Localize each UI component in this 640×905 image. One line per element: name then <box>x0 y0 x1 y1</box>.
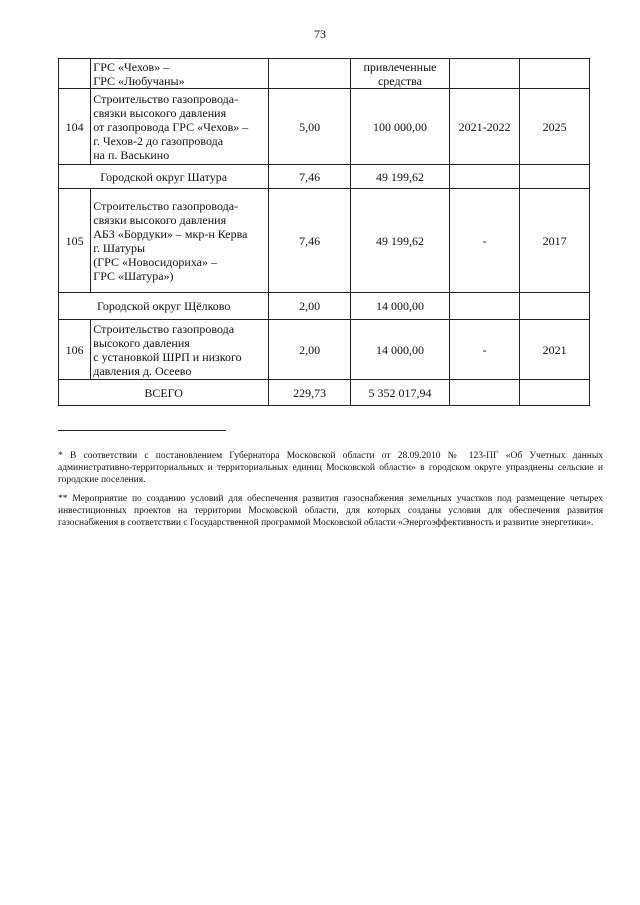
total-length: 229,73 <box>269 380 351 406</box>
period-cell <box>450 59 520 89</box>
object-name: Строительство газопровода- связки высокого давления АБЗ «Бордуки» – мкр-н Керва г. Шатуры (ГРС «Новосидориха» – ГРС «Шатура») <box>91 189 269 293</box>
page-number: 73 <box>314 27 326 41</box>
period-cell <box>450 380 520 406</box>
row-number <box>59 59 91 89</box>
year-cell: 2025 <box>520 89 590 165</box>
object-name: Строительство газопровода- связки высокого давления от газопровода ГРС «Чехов» – г. Чехов-2 до газопровода на п. Васькино <box>91 89 269 165</box>
period-cell: - <box>450 320 520 380</box>
funding-cell: привлеченные средства <box>350 59 449 89</box>
cost-cell: 14 000,00 <box>350 293 449 320</box>
length-cell: 2,00 <box>269 293 351 320</box>
period-cell: 2021-2022 <box>450 89 520 165</box>
table-row <box>59 320 590 380</box>
table-row <box>59 189 590 293</box>
table-row <box>59 59 590 89</box>
cost-cell: 49 199,62 <box>350 189 449 293</box>
year-cell <box>520 59 590 89</box>
length-cell: 2,00 <box>269 320 351 380</box>
object-name: ГРС «Чехов» – ГРС «Любучаны» <box>91 59 269 89</box>
period-cell: - <box>450 189 520 293</box>
object-name: Строительство газопровода высокого давления с установкой ШРП и низкого давления д. Осеево <box>91 320 269 380</box>
total-row <box>59 380 590 406</box>
year-cell: 2021 <box>520 320 590 380</box>
row-number: 104 <box>59 89 91 165</box>
total-label: ВСЕГО <box>59 380 269 406</box>
length-cell: 5,00 <box>269 89 351 165</box>
row-number: 105 <box>59 189 91 293</box>
district-name: Городской округ Щёлково <box>59 293 269 320</box>
footnote-divider <box>58 430 226 431</box>
table-row <box>59 89 590 165</box>
subtotal-row <box>59 293 590 320</box>
district-name: Городской округ Шатура <box>59 165 269 189</box>
length-cell: 7,46 <box>269 165 351 189</box>
year-cell <box>520 293 590 320</box>
row-number: 106 <box>59 320 91 380</box>
year-cell <box>520 165 590 189</box>
length-cell <box>269 59 351 89</box>
footnote-1: * В соответствии с постановлением Губернатора Московской области от 28.09.2010 № 123-ПГ «Об Учетных данных административно-территориальных и территориальных единиц Московской области» в городском округе упразднены сельские и городские поселения. <box>58 451 603 485</box>
year-cell: 2017 <box>520 189 590 293</box>
cost-cell: 100 000,00 <box>350 89 449 165</box>
total-cost: 5 352 017,94 <box>350 380 449 406</box>
period-cell <box>450 293 520 320</box>
cost-cell: 14 000,00 <box>350 320 449 380</box>
length-cell: 7,46 <box>269 189 351 293</box>
gas-pipeline-table <box>58 58 590 406</box>
cost-cell: 49 199,62 <box>350 165 449 189</box>
year-cell <box>520 380 590 406</box>
subtotal-row <box>59 165 590 189</box>
footnote-2: ** Мероприятие по созданию условий для обеспечения развития газоснабжения земельных участков под размещение четырех инвестиционных проектов на территории Московской области, для которых созданы условия для обеспечения развития газоснабжения в соответствии с Государственной программой Московской области «Энергоэффективность и развитие энергетики». <box>58 494 603 528</box>
period-cell <box>450 165 520 189</box>
